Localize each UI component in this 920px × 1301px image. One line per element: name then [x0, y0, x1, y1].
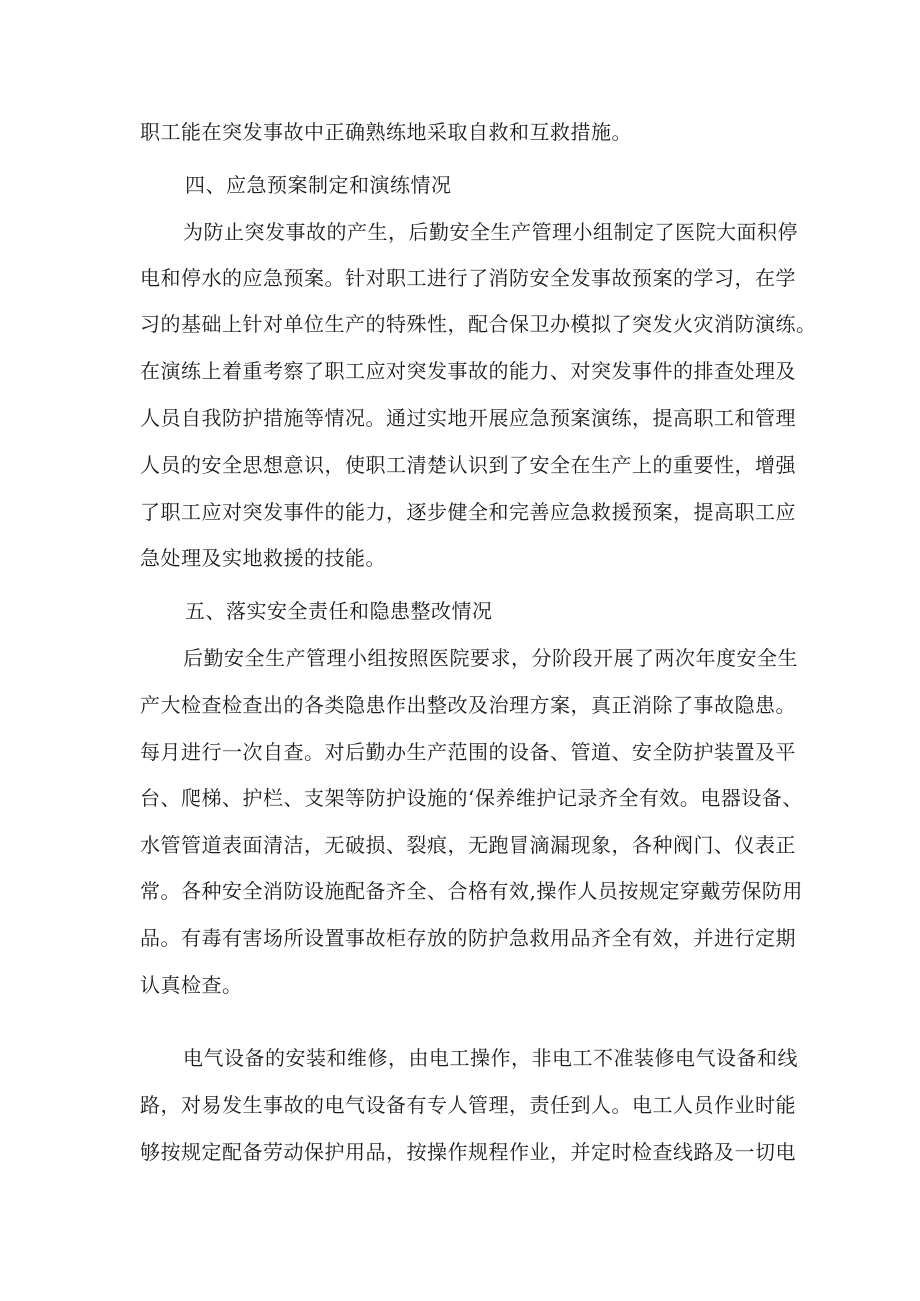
section-heading: 五、落实安全责任和隐患整改情况	[185, 599, 493, 623]
text-line: 了职工应对突发事件的能力，逐步健全和完善应急救援预案，提高职工应	[140, 500, 796, 524]
text-line: 为防止突发事故的产生，后勤安全生产管理小组制定了医院大面积停	[183, 220, 798, 244]
text-line: 职工能在突发事故中正确熟练地采取自救和互救措施。	[140, 120, 632, 144]
text-line: 每月进行一次自查。对后勤办生产范围的设备、管道、安全防护装置及平	[140, 740, 796, 764]
text-line: 水管管道表面清洁，无破损、裂痕，无跑冒滴漏现象，各种阀门、仪表正	[140, 833, 796, 857]
text-line: 电和停水的应急预案。针对职工进行了消防安全发事故预案的学习，在学	[140, 266, 796, 290]
text-line: 急处理及实地救援的技能。	[140, 546, 386, 570]
text-line: 习的基础上针对单位生产的特殊性，配合保卫办模拟了突发火灾消防演练。	[140, 312, 817, 336]
text-line: 电气设备的安装和维修，由电工操作，非电工不准装修电气设备和线	[183, 1046, 798, 1070]
text-line: 台、爬梯、护栏、支架等防护设施的‘保养维护记录齐全有效。电器设备、	[140, 786, 803, 810]
text-line: 后勤安全生产管理小组按照医院要求，分阶段开展了两次年度安全生	[183, 646, 798, 670]
text-line: 够按规定配备劳动保护用品，按操作规程作业，并定时检查线路及一切电	[140, 1140, 796, 1164]
section-heading: 四、应急预案制定和演练情况	[185, 173, 452, 197]
text-line: 品。有毒有害场所设置事故柜存放的防护急救用品齐全有效，并进行定期	[140, 926, 796, 950]
text-line: 在演练上着重考察了职工应对突发事故的能力、对突发事件的排查处理及	[140, 359, 796, 383]
text-line: 人员自我防护措施等情况。通过实地开展应急预案演练，提高职工和管理	[140, 406, 796, 430]
text-line: 路，对易发生事故的电气设备有专人管理，责任到人。电工人员作业时能	[140, 1093, 796, 1117]
text-line: 常。各种安全消防设施配备齐全、合格有效,操作人员按规定穿戴劳保防用	[140, 879, 803, 903]
text-line: 产大检查检查出的各类隐患作出整改及治理方案，真正消除了事故隐患。	[140, 693, 796, 717]
text-line: 认真检查。	[140, 973, 243, 997]
text-line: 人员的安全思想意识，使职工清楚认识到了安全在生产上的重要性，增强	[140, 453, 796, 477]
